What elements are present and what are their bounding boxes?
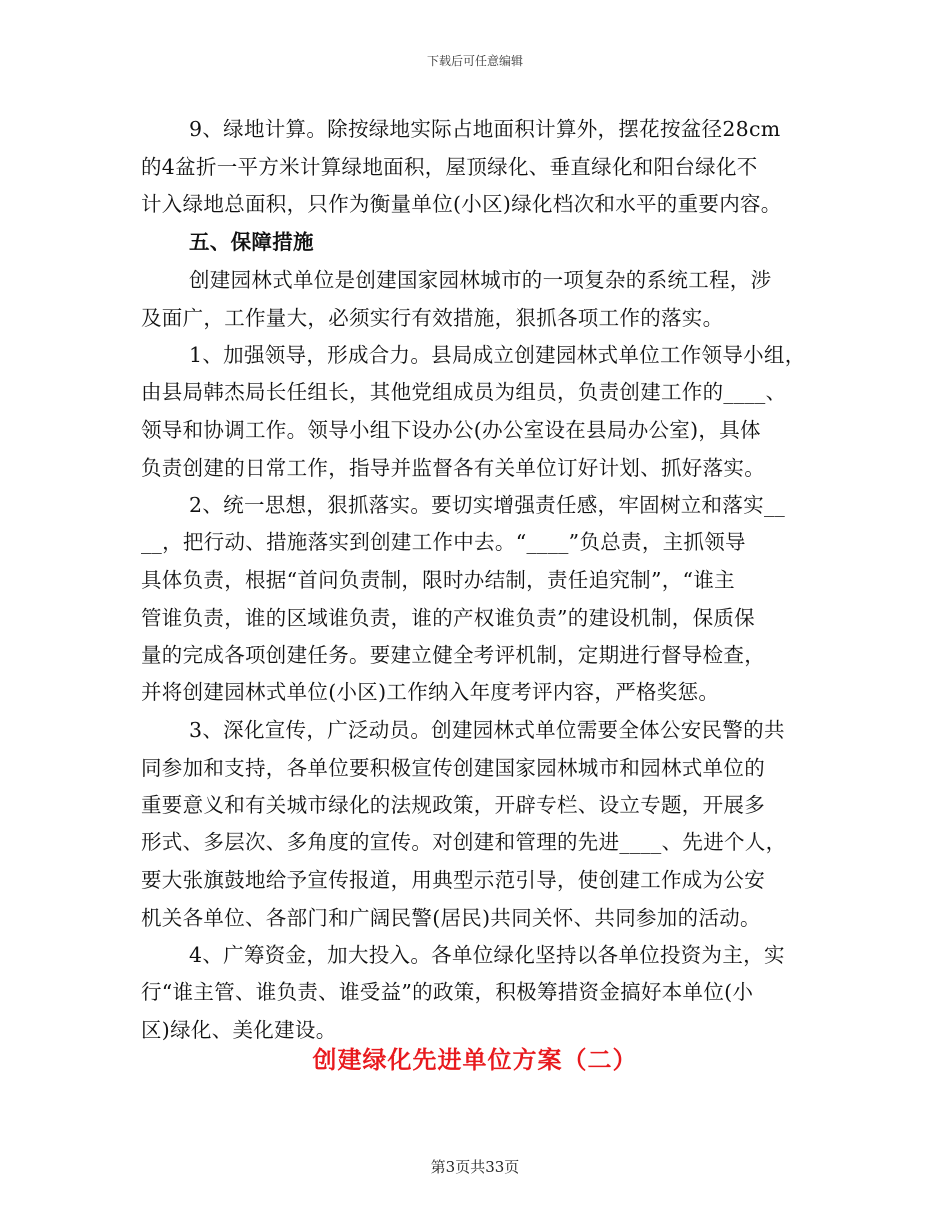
paragraph-line: 3、深化宣传，广泛动员。创建园林式单位需要全体公安民警的共 [189,718,785,742]
paragraph-line: 4、广筹资金，加大投入。各单位绿化坚持以各单位投资为主，实 [189,943,785,967]
paragraph-line: 创建园林式单位是创建国家园林城市的一项复杂的系统工程，涉 [189,268,772,292]
paragraph-line: 计入绿地总面积，只作为衡量单位(小区)绿化档次和水平的重要内容。 [141,192,782,216]
page-number-footer: 第3页共33页 [430,1158,520,1176]
paragraph-line: 由县局韩杰局长任组长，其他党组成员为组员，负责创建工作的____、 [141,380,787,404]
paragraph-line: 的4盆折一平方米计算绿地面积，屋顶绿化、垂直绿化和阳台绿化不 [141,155,758,179]
paragraph-line: 负责创建的日常工作，指导并监督各有关单位订好计划、抓好落实。 [141,456,765,480]
paragraph-line: 形式、多层次、多角度的宣传。对创建和管理的先进____、先进个人， [141,830,787,854]
section-heading: 五、保障措施 [189,230,314,254]
paragraph-line: 行“谁主管、谁负责、谁受益”的政策，积极筹措资金搞好本单位(小 [141,980,754,1004]
paragraph-line: 同参加和支持，各单位要积极宣传创建国家园林城市和园林式单位的 [141,756,765,780]
paragraph-line: 要大张旗鼓地给予宣传报道，用典型示范引导，使创建工作成为公安 [141,868,765,892]
paragraph-line: 及面广，工作量大，必须实行有效措施，狠抓各项工作的落实。 [141,306,724,330]
paragraph-line: 领导和协调工作。领导小组下设办公(办公室设在县局办公室)，具体 [141,418,761,442]
section-title: 创建绿化先进单位方案（二） [312,1045,638,1074]
paragraph-line: 2、统一思想，狠抓落实。要切实增强责任感，牢固树立和落实__ [189,493,786,517]
page-header-note: 下载后可任意编辑 [426,54,523,68]
paragraph-line: 1、加强领导，形成合力。县局成立创建园林式单位工作领导小组， [189,343,806,367]
paragraph-line: 具体负责，根据“首问负责制，限时办结制，责任追究制”，“谁主 [141,568,735,592]
paragraph-line: __，把行动、措施落实到创建工作中去。“____”负总责，主抓领导 [141,530,746,554]
paragraph-line: 量的完成各项创建任务。要建立健全考评机制，定期进行督导检查， [141,643,765,667]
paragraph-line: 并将创建园林式单位(小区)工作纳入年度考评内容，严格奖惩。 [141,680,720,704]
paragraph-line: 机关各单位、各部门和广阔民警(居民)共同关怀、共同参加的活动。 [141,906,761,930]
paragraph-line: 重要意义和有关城市绿化的法规政策，开辟专栏、设立专题，开展多 [141,793,765,817]
paragraph-line: 9、绿地计算。除按绿地实际占地面积计算外，摆花按盆径28cm [189,117,781,141]
paragraph-line: 区)绿化、美化建设。 [141,1018,337,1042]
paragraph-line: 管谁负责，谁的区域谁负责，谁的产权谁负责”的建设机制，保质保 [141,606,755,630]
